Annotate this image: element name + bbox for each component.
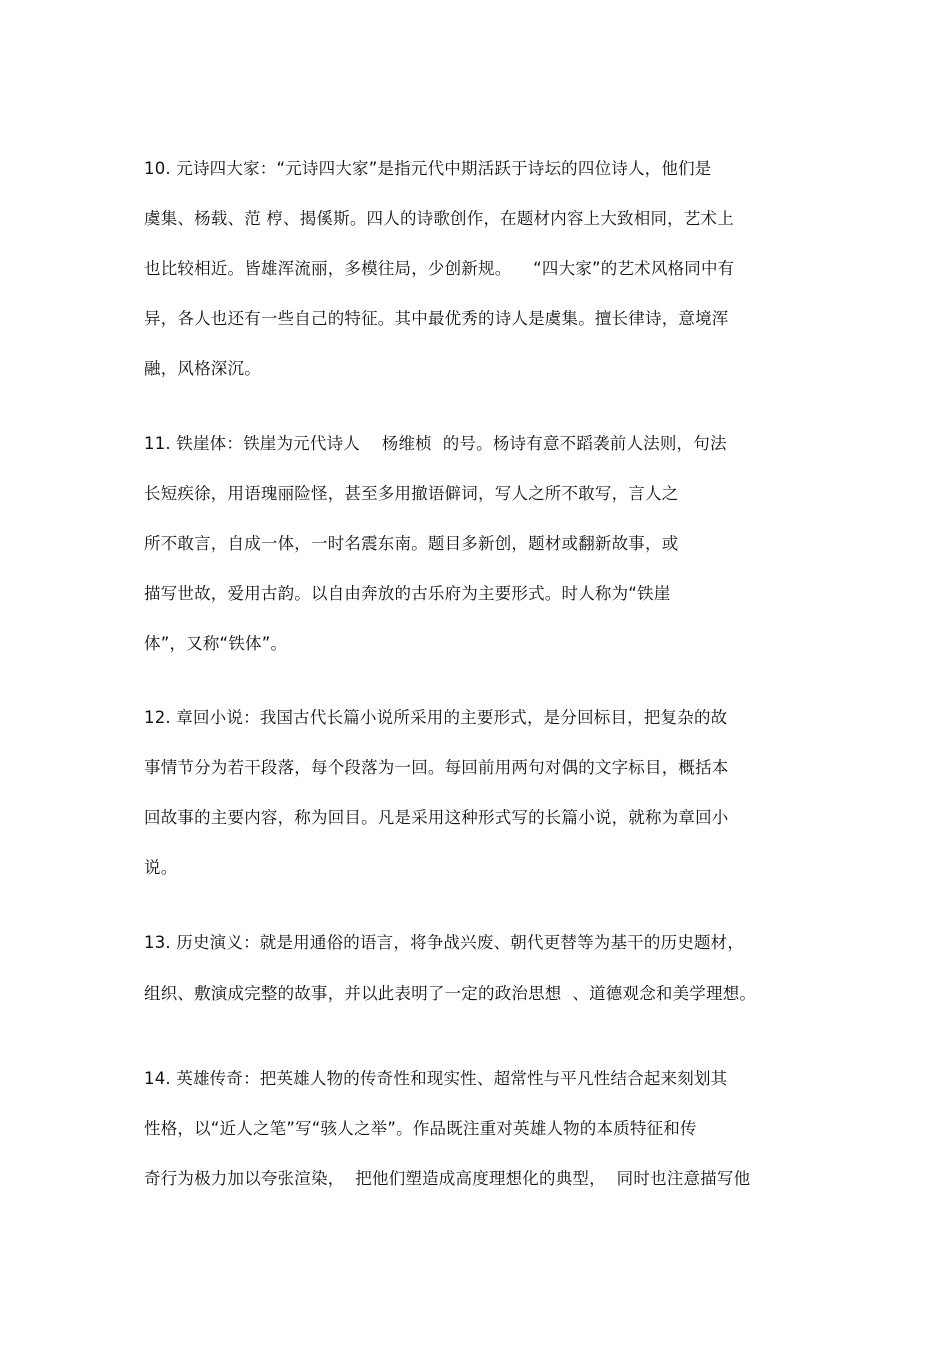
entry-11-line-5: 体”，又称“铁体”。 [144, 634, 288, 653]
entry-10-line-4: 异，各人也还有一些自己的特征。其中最优秀的诗人是虞集。擅长律诗，意境浑 [144, 309, 729, 328]
entry-11-line-2: 长短疾徐，用语瑰丽险怪，甚至多用撤语僻词，写人之所不敢写，言人之 [144, 484, 679, 503]
entry-11-line-3: 所不敢言，自成一体，一时名震东南。题目多新创，题材或翻新故事，或 [144, 534, 679, 553]
entry-10-line-5: 融，风格深沉。 [144, 359, 261, 378]
entry-14-line-1: 14. 英雄传奇：把英雄人物的传奇性和现实性、超常性与平凡性结合起来刻划其 [144, 1069, 728, 1088]
entry-12-line-2: 事情节分为若干段落，每个段落为一回。每回前用两句对偶的文字标目，概括本 [144, 758, 729, 777]
entry-11-line-1: 11. 铁崖体：铁崖为元代诗人 杨维桢 的号。杨诗有意不蹈袭前人法则，句法 [144, 434, 727, 453]
entry-12-line-1: 12. 章回小说：我国古代长篇小说所采用的主要形式，是分回标目，把复杂的故 [144, 708, 728, 727]
entry-10-line-1: 10. 元诗四大家：“元诗四大家”是指元代中期活跃于诗坛的四位诗人，他们是 [144, 159, 712, 178]
entry-13-line-2: 组织、敷演成完整的故事，并以此表明了一定的政治思想 、道德观念和美学理想。 [144, 984, 757, 1003]
entry-13-line-1: 13. 历史演义：就是用通俗的语言，将争战兴废、朝代更替等为基干的历史题材， [144, 933, 745, 952]
entry-14-line-2: 性格，以“近人之笔”写“骇人之举”。作品既注重对英雄人物的本质特征和传 [144, 1119, 697, 1138]
entry-10-line-3: 也比较相近。皆雄浑流丽，多模往局，少创新规。 “四大家”的艺术风格同中有 [144, 259, 735, 278]
entry-10-line-2: 虞集、杨载、范 梈、揭傒斯。四人的诗歌创作，在题材内容上大致相同，艺术上 [144, 209, 734, 228]
entry-12-line-3: 回故事的主要内容，称为回目。凡是采用这种形式写的长篇小说，就称为章回小 [144, 808, 729, 827]
entry-12-line-4: 说。 [144, 858, 178, 877]
entry-11-line-4: 描写世故，爱用古韵。以自由奔放的古乐府为主要形式。时人称为“铁崖 [144, 584, 671, 603]
entry-14-line-3: 奇行为极力加以夸张渲染， 把他们塑造成高度理想化的典型， 同时也注意描写他 [144, 1169, 751, 1188]
